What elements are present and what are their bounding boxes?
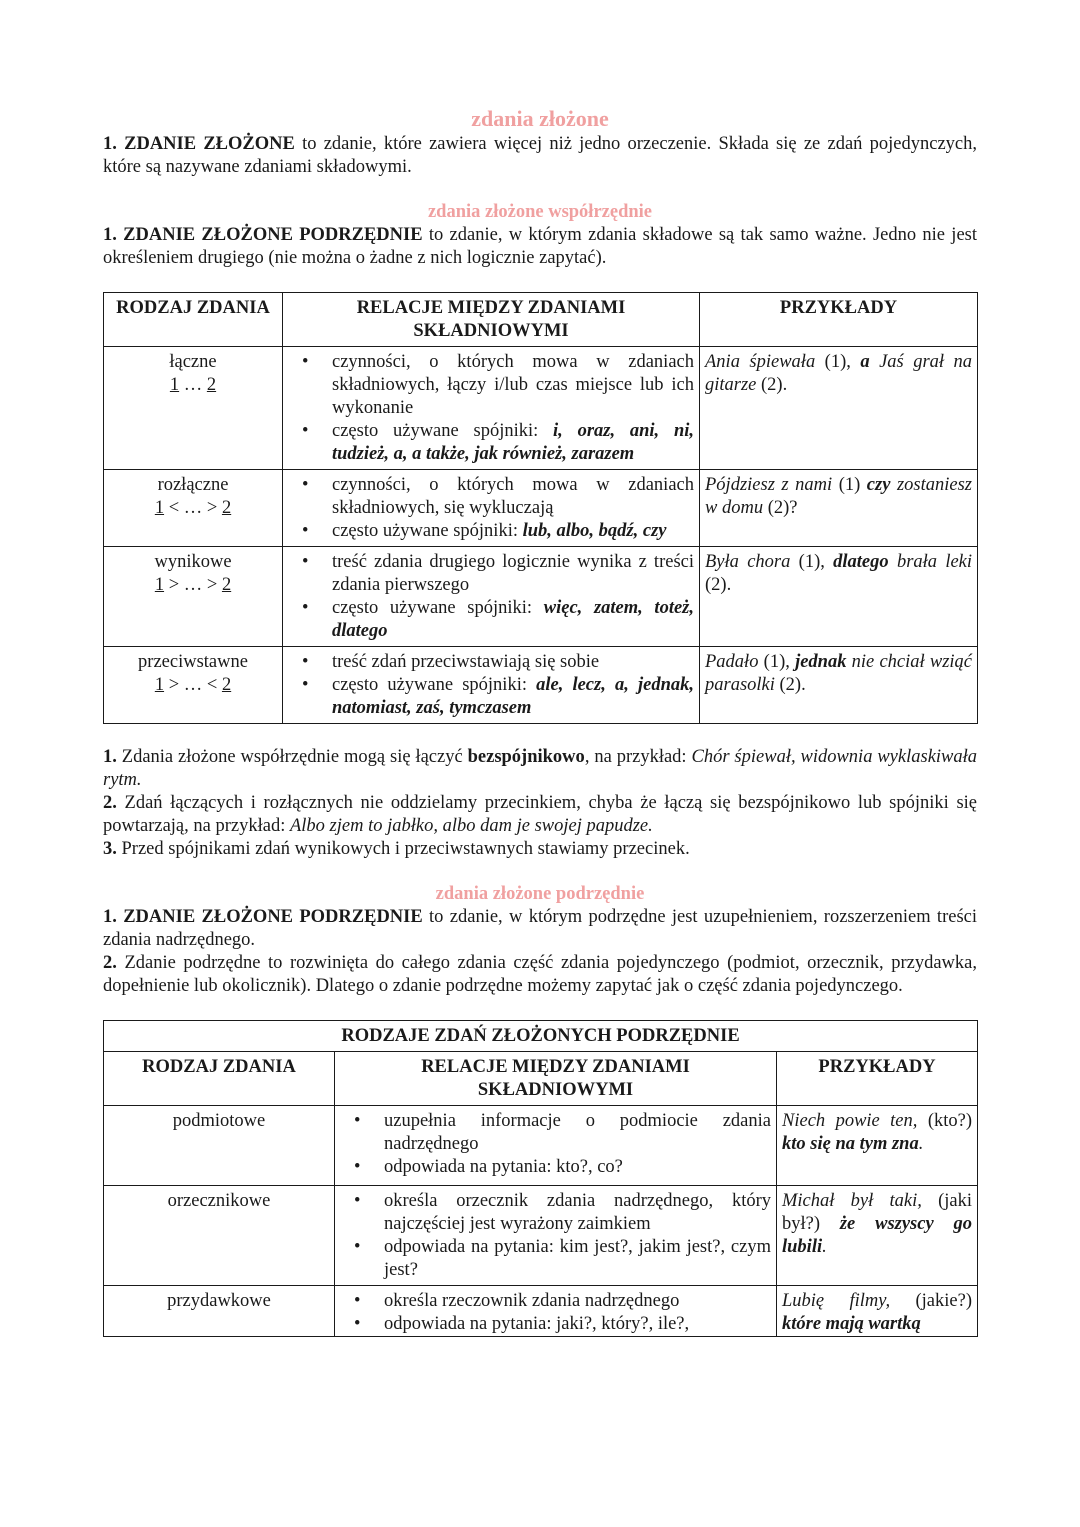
- row-example-cell: Ania śpiewała (1), a Jaś grał na gitarze (2).: [700, 347, 978, 470]
- row-kind-cell: [104, 470, 283, 547]
- row-example-cell: Michał był taki, (jaki był?) że wszyscy go lubili.: [777, 1186, 978, 1286]
- header-relations: RELACJE MIĘDZY ZDANIAMI SKŁADNIOWYMI: [283, 293, 700, 347]
- list-item: • treść zdania drugiego logicznie wynika z treści zdania pierwszego: [288, 551, 694, 597]
- row-example-cell: Lubię filmy, (jakie?) które mają wartką: [777, 1286, 978, 1337]
- coordinate-table: [103, 292, 978, 724]
- coordinate-table-header: [104, 293, 978, 347]
- intro-paragraph: [103, 133, 977, 179]
- list-item: • czynności, o których mowa w zdaniach składniowych, łączy i/lub czas miejsce lub ich wykonanie: [288, 351, 694, 420]
- list-item: • często używane spójniki: lub, albo, bądź, czy: [288, 520, 694, 543]
- list-item: • odpowiada na pytania: kim jest?, jakim jest?, czym jest?: [340, 1236, 771, 1282]
- list-item: • określa orzecznik zdania nadrzędnego, który najczęściej jest wyrażony zaimkiem: [340, 1190, 771, 1236]
- intro-text: to zdanie, które zawiera więcej niż jedno orzeczenie. Składa się ze zdań pojedynczych, które są nazywane zdaniami składowymi.: [103, 134, 978, 177]
- row-scheme: 1 > … < 2: [154, 675, 232, 695]
- list-item: • często używane spójniki: więc, zatem, toteż, dlatego: [288, 597, 694, 643]
- subordinate-definition: 1. ZDANIE ZŁOŻONE PODRZĘDNIE to zdanie, w którym podrzędne jest uzupełnieniem, rozszerzeniem treści zdania nadrzędnego.: [103, 907, 977, 950]
- coordinate-subtitle: zdania złożone współrzędnie: [427, 202, 653, 222]
- row-scheme: 1 < … > 2: [154, 498, 232, 518]
- list-item: • uzupełnia informacje o podmiocie zdania nadrzędnego: [340, 1110, 771, 1156]
- subordinate-table-title: RODZAJE ZDAŃ ZŁOŻONYCH PODRZĘDNIE: [104, 1021, 978, 1052]
- header-kind: RODZAJ ZDANIA: [104, 293, 283, 347]
- header-kind: RODZAJ ZDANIA: [104, 1052, 335, 1106]
- coordinate-definition: [103, 224, 977, 270]
- row-relations-cell: [283, 647, 700, 724]
- subordinate-explanation: 2. Zdanie podrzędne to rozwinięta do całego zdania część zdania pojedynczego (podmiot, orzecznik, przydawka, dopełnienie lub okolicznik). Dlatego o zdanie podrzędne możemy zapytać jak o część zdania pojedynczego.: [103, 953, 978, 996]
- row-kind: wynikowe: [154, 552, 232, 572]
- subordinate-subtitle: zdania złożone podrzędnie: [435, 884, 645, 904]
- list-item: • często używane spójniki: ale, lecz, a, jednak, natomiast, zaś, tymczasem: [288, 674, 694, 720]
- table-row: [104, 347, 978, 470]
- header-examples: PRZYKŁADY: [700, 293, 978, 347]
- subordinate-table-header: [104, 1052, 978, 1106]
- row-kind: łączne: [169, 352, 217, 372]
- list-item: • odpowiada na pytania: kto?, co?: [340, 1156, 771, 1179]
- row-kind-cell: [104, 347, 283, 470]
- subordinate-table: [103, 1020, 978, 1337]
- row-relations-cell: [335, 1286, 777, 1337]
- row-kind: przeciwstawne: [138, 652, 248, 672]
- header-relations: RELACJE MIĘDZY ZDANIAMI SKŁADNIOWYMI: [335, 1052, 777, 1106]
- row-relations-cell: [283, 547, 700, 647]
- row-scheme: 1 > … > 2: [154, 575, 232, 595]
- table-row: [104, 647, 978, 724]
- page-title: zdania złożone: [471, 106, 609, 131]
- row-relations-cell: [283, 470, 700, 547]
- row-kind: orzecznikowe: [104, 1186, 335, 1286]
- row-example-cell: Była chora (1), dlatego brała leki (2).: [700, 547, 978, 647]
- table-row: [104, 1106, 978, 1186]
- row-relations-cell: [335, 1186, 777, 1286]
- table-row: [104, 1286, 978, 1337]
- row-example-cell: Pójdziesz z nami (1) czy zostaniesz w domu (2)?: [700, 470, 978, 547]
- list-item: • odpowiada na pytania: jaki?, który?, ile?,: [340, 1313, 771, 1336]
- table-row: [104, 1186, 978, 1286]
- row-scheme: 1 … 2: [169, 375, 217, 395]
- list-item: • czynności, o których mowa w zdaniach składniowych, się wykluczają: [288, 474, 694, 520]
- coordinate-def-number: 1.: [103, 225, 117, 245]
- table-row: [104, 470, 978, 547]
- row-kind: podmiotowe: [104, 1106, 335, 1186]
- list-item: • treść zdań przeciwstawiają się sobie: [288, 651, 694, 674]
- subordinate-table-title-row: [104, 1021, 978, 1052]
- coordinate-def-text: to zdanie, w którym zdania składowe są tak samo ważne. Jedno nie jest określeniem drugiego (nie można o żadne z nich logicznie zapytać).: [103, 225, 977, 268]
- document-page: [103, 105, 977, 1337]
- intro-number: 1.: [103, 134, 117, 154]
- list-item: • często używane spójniki: i, oraz, ani, ni, tudzież, a, a także, jak również, zarazem: [288, 420, 694, 466]
- note-item: 1. Zdania złożone współrzędnie mogą się łączyć bezspójnikowo, na przykład: Chór śpiewał, widownia wyklaskiwała rytm.: [103, 747, 978, 790]
- row-relations-cell: [335, 1106, 777, 1186]
- intro-term: ZDANIE ZŁOŻONE: [124, 134, 295, 154]
- row-kind: przydawkowe: [104, 1286, 335, 1337]
- coordinate-notes: [103, 746, 977, 861]
- row-kind-cell: [104, 647, 283, 724]
- row-kind-cell: [104, 547, 283, 647]
- list-item: • określa rzeczownik zdania nadrzędnego: [340, 1290, 771, 1313]
- row-example-cell: Padało (1), jednak nie chciał wziąć parasolki (2).: [700, 647, 978, 724]
- table-row: [104, 547, 978, 647]
- row-relations-cell: [283, 347, 700, 470]
- note-item: 3. Przed spójnikami zdań wynikowych i przeciwstawnych stawiamy przecinek.: [103, 839, 690, 859]
- note-item: 2. Zdań łączących i rozłącznych nie oddzielamy przecinkiem, chyba że łączą się bezspójnikowo lub spójniki się powtarzają, na przykład: Albo zjem to jabłko, albo dam je swojej papudze.: [103, 793, 977, 836]
- coordinate-def-term: ZDANIE ZŁOŻONE PODRZĘDNIE: [123, 225, 423, 245]
- header-examples: PRZYKŁADY: [777, 1052, 978, 1106]
- row-example-cell: Niech powie ten, (kto?) kto się na tym zna.: [777, 1106, 978, 1186]
- row-kind: rozłączne: [157, 475, 229, 495]
